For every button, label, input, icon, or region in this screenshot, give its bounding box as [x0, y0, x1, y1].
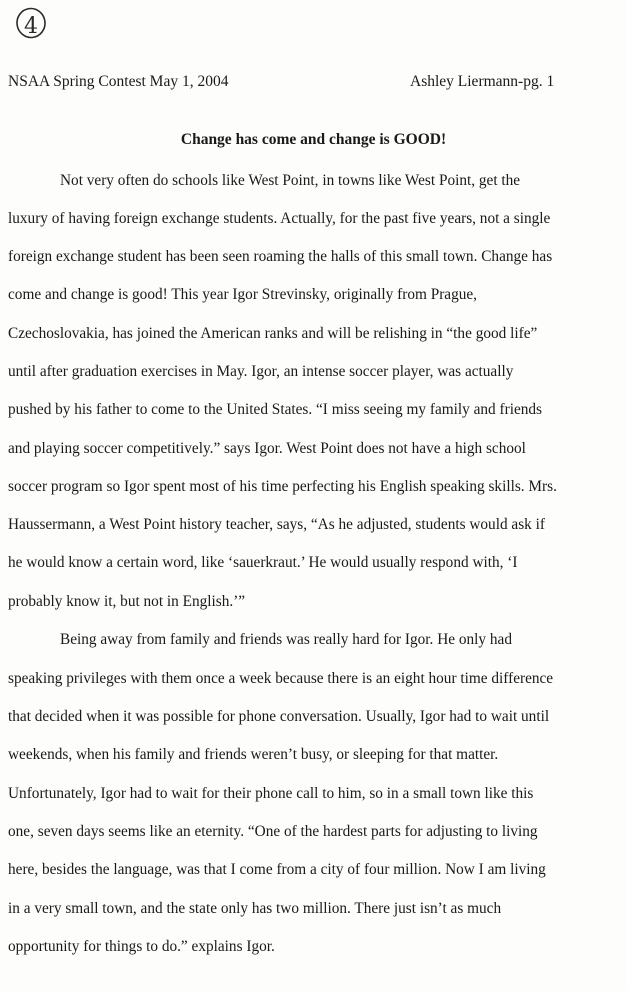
body-line: and playing soccer competitively.” says Igor. West Point does not have a high school: [8, 440, 526, 457]
body-line: that decided when it was possible for phone conversation. Usually, Igor had to wait until: [8, 708, 550, 725]
body-line: weekends, when his family and friends weren’t busy, or sleeping for that matter.: [8, 746, 499, 763]
body-line: until after graduation exercises in May. Igor, an intense soccer player, was actually: [8, 363, 514, 380]
body-line: pushed by his father to come to the United States. “I miss seeing my family and friends: [8, 401, 543, 418]
body-line: Czechoslovakia, has joined the American ranks and will be relishing in “the good life”: [8, 325, 538, 342]
body-line: in a very small town, and the state only has two million. There just isn’t as much: [8, 900, 502, 917]
circled-number-mark: [14, 4, 48, 40]
body-line: Not very often do schools like West Point, in towns like West Point, get the: [60, 172, 521, 189]
body-line: soccer program so Igor spent most of his time perfecting his English speaking skills. Mrs.: [8, 478, 557, 495]
body-line: opportunity for things to do.” explains Igor.: [8, 938, 275, 955]
body-line: Haussermann, a West Point history teacher, says, “As he adjusted, students would ask if: [8, 516, 545, 533]
body-line: one, seven days seems like an eternity. “One of the hardest parts for adjusting to living: [8, 823, 538, 840]
body-line: foreign exchange student has been seen roaming the halls of this small town. Change has: [8, 248, 553, 265]
body-line: speaking privileges with them once a week because there is an eight hour time difference: [8, 670, 554, 687]
body-line: Unfortunately, Igor had to wait for their phone call to him, so in a small town like this: [8, 785, 534, 802]
body-line: here, besides the language, was that I come from a city of four million. Now I am living: [8, 861, 546, 878]
page-mark-digit: 4: [24, 14, 38, 39]
body-line: Being away from family and friends was really hard for Igor. He only had: [60, 631, 512, 648]
body-line: luxury of having foreign exchange students. Actually, for the past five years, not a single: [8, 210, 551, 227]
header-author-page: Ashley Liermann-pg. 1: [410, 73, 555, 90]
body-line: he would know a certain word, like ‘sauerkraut.’ He would usually respond with, ‘I: [8, 554, 518, 571]
header-contest-info: NSAA Spring Contest May 1, 2004: [8, 73, 229, 90]
handwritten-page-number: [14, 4, 48, 40]
article-title: Change has come and change is GOOD!: [180, 131, 447, 148]
body-line: probably know it, but not in English.’”: [8, 593, 246, 610]
body-line: come and change is good! This year Igor Strevinsky, originally from Prague,: [8, 286, 477, 303]
